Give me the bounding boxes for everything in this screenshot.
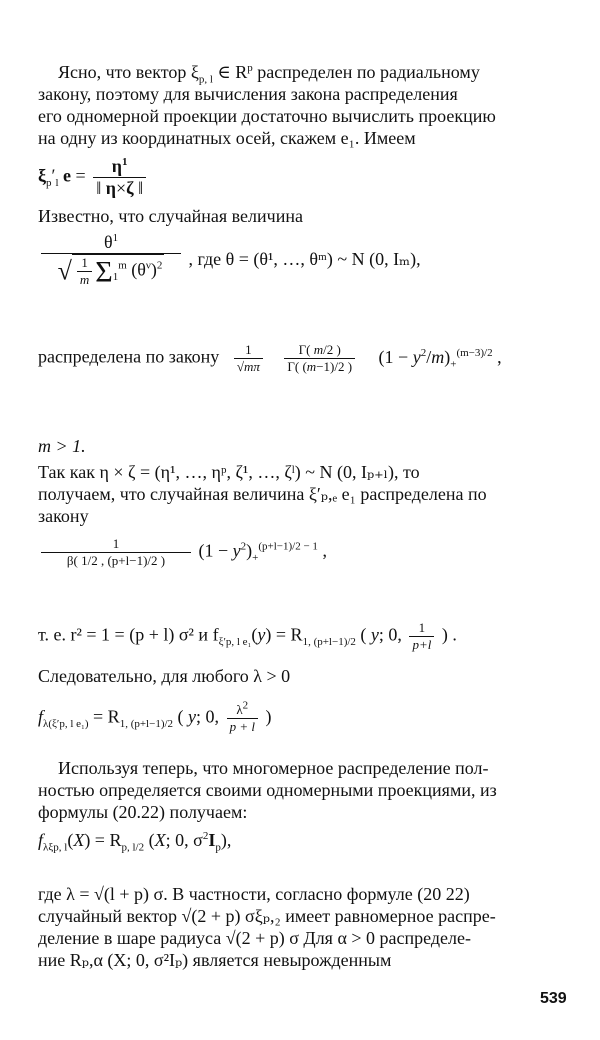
equation-theta-ratio: $\theta^1$ √ $\frac{1}{m}$ $\Sigma_1^m$ $(\theta^\nu)^2$ , где θ = (θ¹, …, θᵐ) ~ N (0, Iₘ), bbox=[38, 232, 421, 290]
paragraph-line: Известно, что случайная величина bbox=[38, 206, 303, 226]
equation-gamma-law: распределена по закону $\frac{1}{√m\pi}$ $\frac{\Gamma( m/2 )}{\Gamma( (m-1)/2 )}$ $(1 - y^2/m)_+^{(m-3)/2}$ , bbox=[38, 342, 502, 374]
paragraph-line: ние Rₚ,α (X; 0, σ²Iₚ) является невырожденным bbox=[38, 950, 392, 970]
paragraph-line: Используя теперь, что многомерное распределение пол- bbox=[58, 758, 489, 778]
superscript: p bbox=[247, 62, 253, 74]
text-fragment: распределен по радиальному bbox=[252, 62, 480, 82]
paragraph-line bbox=[58, 62, 480, 86]
equation-beta-law: $\frac{1}{\beta( 1/2 , (p+l-1)/2 )}$ $(1 - y^2)_+^{(p+l-1)/2 - 1}$ , bbox=[38, 536, 327, 569]
paragraph-line: формулы (20.22) получаем: bbox=[38, 802, 248, 822]
equation-multivariate: $f_{\lambda\xi p, l}(X) = R_{p, l/2}$ (X; 0, $\sigma^2I_p$), bbox=[38, 830, 232, 854]
paragraph-line: Так как η × ζ = (η¹, …, ηᵖ, ζ¹, …, ζˡ) ~ N (0, Iₚ₊ₗ), то bbox=[38, 462, 420, 482]
paragraph-line: закону bbox=[38, 506, 89, 526]
text-fragment: т. е. r² = 1 = (p + l) σ² и f bbox=[38, 624, 219, 645]
paragraph-line: получаем, что случайная величина ξ′ₚ,ₑ e₁ распределена по bbox=[38, 484, 487, 504]
text-fragment: , где θ = (θ¹, …, θᵐ) ~ N (0, Iₘ), bbox=[188, 248, 421, 269]
equation-projection: $\xi_p'_l$ e = $\frac{\eta^1}{‖ \eta\times\zeta ‖}$ bbox=[38, 156, 149, 199]
paragraph-line: Следовательно, для любого λ > 0 bbox=[38, 666, 291, 686]
text-fragment: ∈ R bbox=[212, 62, 248, 82]
equation-te: т. е. r² = 1 = (p + l) σ² и $f_{\xi'p, l e_1}(y) = R_{1, (p+l-1)/2}$ ( y; 0, $\frac{1}{p+l}$ ) . bbox=[38, 620, 457, 652]
paragraph-line: закону, поэтому для вычисления закона распределения bbox=[38, 84, 458, 104]
paragraph-line: ностью определяется своими одномерными проекциями, из bbox=[38, 780, 497, 800]
paragraph-line: на одну из координатных осей, скажем e₁. Имеем bbox=[38, 128, 416, 148]
equation-lambda: $f_{\lambda(\xi'p, l e_1)} = R_{1, (p+l-1)/2}$ ( y; 0, $\frac{\lambda^2}{p + l}$ ) bbox=[38, 699, 272, 734]
paragraph-line: случайный вектор √(2 + p) σξₚ,₂ имеет равномерное распре- bbox=[38, 906, 496, 926]
text-fragment: Ясно, что вектор ξ bbox=[58, 62, 199, 82]
text-fragment: распределена по закону bbox=[38, 346, 220, 367]
paragraph-line: где λ = √(l + p) σ. В частности, согласно формуле (20 22) bbox=[38, 884, 470, 904]
paragraph-line: его одномерной проекции достаточно вычислить проекцию bbox=[38, 106, 496, 126]
page-number: 539 bbox=[540, 990, 567, 1007]
subscript: p, l bbox=[198, 73, 213, 86]
paragraph-line: m > 1. bbox=[38, 436, 86, 456]
paragraph-line: деление в шаре радиуса √(2 + p) σ Для α > 0 распределе- bbox=[38, 928, 472, 948]
